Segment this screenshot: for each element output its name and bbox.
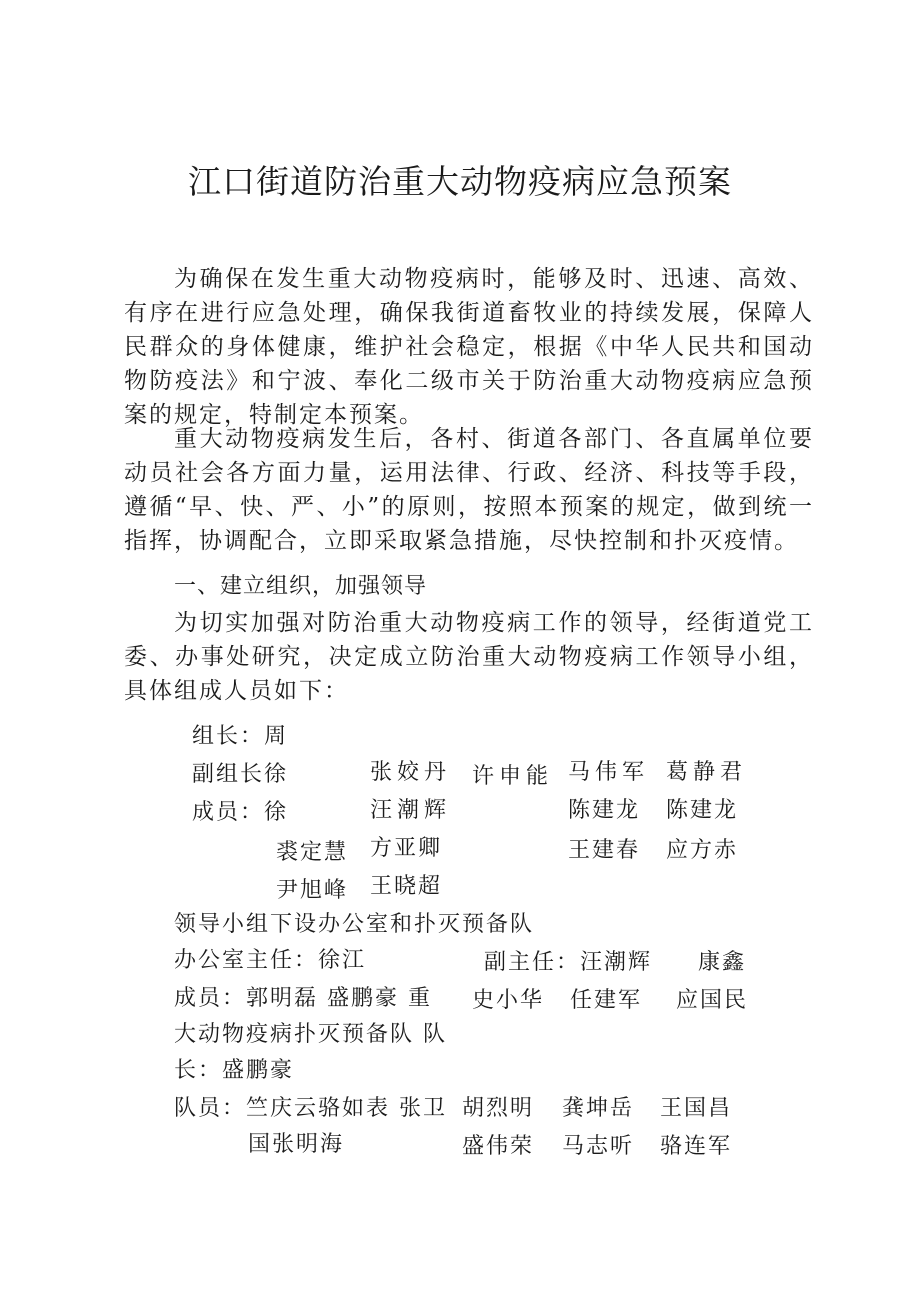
team-member: 胡烈明 bbox=[462, 1096, 535, 1121]
member-name: 裘定慧 bbox=[276, 840, 349, 865]
office-member: 应国民 bbox=[676, 988, 749, 1013]
team-captain: 长：盛鹏豪 bbox=[174, 1058, 295, 1083]
team-member: 龚坤岳 bbox=[562, 1096, 635, 1121]
document-title: 江口街道防治重大动物疫病应急预案 bbox=[188, 162, 732, 201]
section-heading: 一、建立组织，加强领导 bbox=[174, 574, 428, 599]
member-name: 汪潮辉 bbox=[370, 798, 452, 823]
deputy-name: 许申能 bbox=[472, 764, 554, 789]
deputy-name: 张姣丹 bbox=[370, 760, 452, 785]
office-deputy-director-2: 康鑫 bbox=[698, 950, 747, 975]
members-label: 成员：徐 bbox=[192, 800, 289, 825]
team-member: 骆连军 bbox=[660, 1134, 733, 1159]
team-name-line: 大动物疫病扑灭预备队 队 bbox=[174, 1022, 447, 1047]
office-member: 史小华 bbox=[472, 988, 545, 1013]
team-member: 盛伟荣 bbox=[462, 1134, 535, 1159]
member-name: 应方赤 bbox=[666, 838, 739, 863]
member-name: 陈建龙 bbox=[568, 798, 641, 823]
team-member: 马志听 bbox=[562, 1134, 635, 1159]
team-member: 王国昌 bbox=[660, 1096, 733, 1121]
office-intro: 领导小组下设办公室和扑灭预备队 bbox=[174, 912, 535, 937]
deputy-name: 葛静君 bbox=[666, 760, 748, 785]
member-name: 尹旭峰 bbox=[276, 878, 349, 903]
section-paragraph: 为切实加强对防治重大动物疫病工作的领导，经街道党工委、办事处研究，决定成立防治重大动物疫病工作领导小组，具体组成人员如下： bbox=[124, 610, 814, 704]
deputy-name: 马伟军 bbox=[568, 760, 650, 785]
member-name: 方亚卿 bbox=[370, 836, 443, 861]
office-director: 办公室主任：徐江 bbox=[174, 948, 367, 973]
intro-paragraph: 为确保在发生重大动物疫病时，能够及时、迅速、高效、有序在进行应急处理，确保我街道畜牧业的持续发展，保障人民群众的身体健康，维护社会稳定，根据《中华人民共和国动物防疫法》和宁波、奉化二级市关于防治重大动物疫病应急预案的规定，特制定本预案。 bbox=[124, 266, 814, 428]
team-members-line: 队员：竺庆云骆如表 张卫 bbox=[174, 1096, 447, 1121]
principle-paragraph: 重大动物疫病发生后，各村、街道各部门、各直属单位要动员社会各方面力量，运用法律、行政、经济、科技等手段，遵循“早、快、严、小”的原则，按照本预案的规定，做到统一指挥，协调配合，立即采取紧急措施，尽快控制和扑灭疫情。 bbox=[124, 426, 814, 554]
member-name: 王晓超 bbox=[370, 874, 443, 899]
leader-line: 组长：周 bbox=[192, 724, 289, 749]
member-name: 陈建龙 bbox=[666, 798, 739, 823]
office-deputy-director: 副主任：汪潮辉 bbox=[484, 950, 653, 975]
team-members-line-2: 国张明海 bbox=[248, 1132, 345, 1157]
office-member: 任建军 bbox=[570, 988, 643, 1013]
deputy-label: 副组长徐 bbox=[192, 762, 289, 787]
member-name: 王建春 bbox=[568, 838, 641, 863]
office-members-line: 成员：郭明磊 盛鹏豪 重 bbox=[174, 986, 432, 1011]
